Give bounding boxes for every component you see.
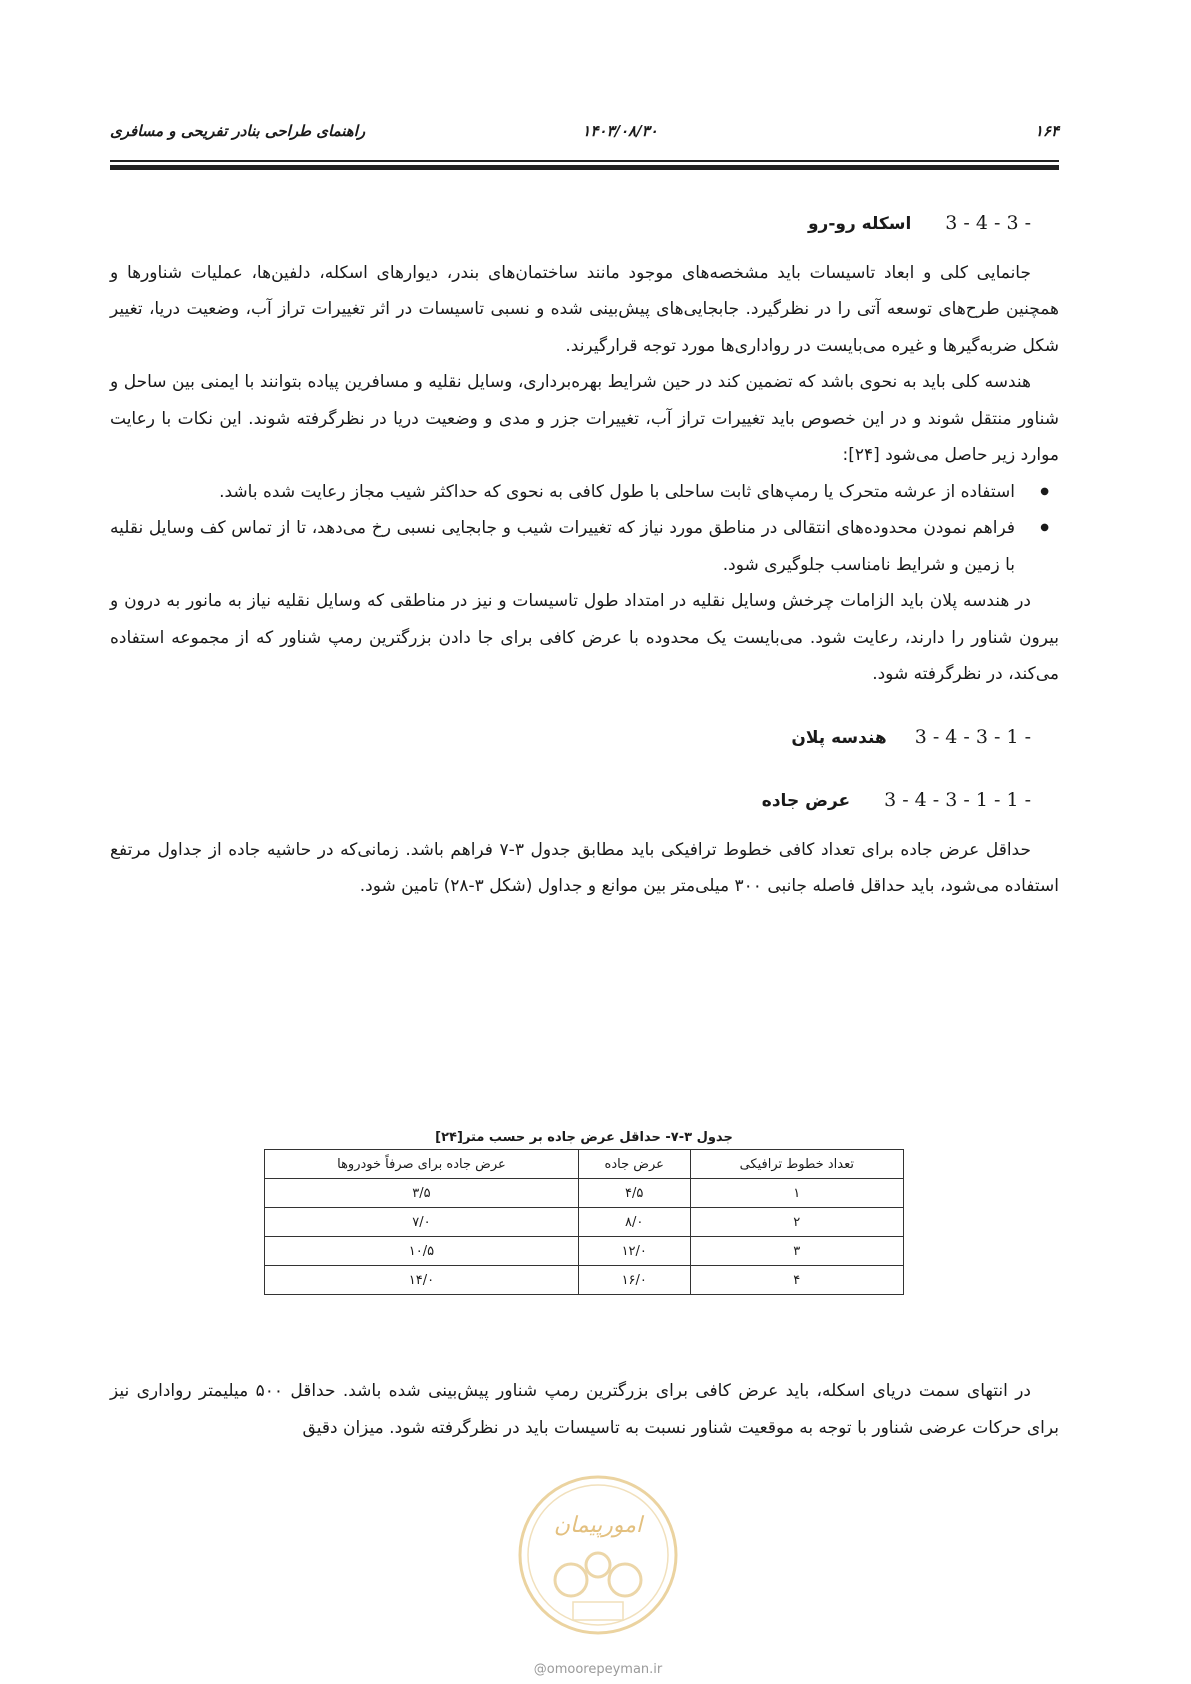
table-header-cell: عرض جاده برای صرفاً خودروها [265,1150,579,1179]
subsection-heading [110,719,1059,757]
header-date: ۱۴۰۳/۰۸/۳۰ [582,122,658,140]
table-cell: ۱۴/۰ [265,1266,579,1295]
subsection-title: هندسه پلان [791,727,887,748]
road-width-table-block [264,1130,904,1295]
table-cell: ۷/۰ [265,1208,579,1237]
header-rule-thin [110,160,1059,162]
table-cell: ۴ [690,1266,903,1295]
table-cell: ۱۰/۵ [265,1237,579,1266]
main-content [110,205,1059,905]
paragraph: حداقل عرض جاده برای تعداد کافی خطوط ترافیکی باید مطابق جدول ۳-۷ فراهم باشد. زمانی‌که در حاشیه جاده از جداول مرتفع استفاده می‌شود، باید حداقل فاصله جانبی ۳۰۰ میلی‌متر بین موانع و جداول (شکل ۳-۲۸) تامین شود. [110,839,1059,896]
watermark-logo [513,1470,683,1640]
table-header-row [265,1150,904,1179]
watermark-logo-text: امورپیمان [553,1513,643,1538]
table-row [265,1266,904,1295]
subsubsection-title: عرض جاده [761,791,851,811]
table-cell: ۲ [690,1208,903,1237]
subsubsection-number: 3 - 4 - 3 - 1 - 1 - [884,789,1031,811]
section-number: 3 - 4 - 3 - [945,212,1031,234]
table-cell: ۴/۵ [578,1179,690,1208]
closing-content [110,1373,1059,1446]
watermark-url: @omoorepeyman.ir [533,1662,663,1677]
book-title: راهنمای طراحی بنادر تفریحی و مسافری [110,122,366,140]
table-header-cell: تعداد خطوط ترافیکی [690,1150,903,1179]
subsection-number: 3 - 4 - 3 - 1 - [914,725,1031,748]
table-row [265,1179,904,1208]
table-cell: ۸/۰ [578,1208,690,1237]
bullet-item: ● فراهم نمودن محدوده‌های انتقالی در مناطق مورد نیاز که تغییرات شیب و جابجایی نسبی رخ می‌دهد، تا از تماس کف وسایل نقلیه با زمین و شرایط نامناسب جلوگیری شود. [110,510,1015,583]
bullet-list [110,474,1059,584]
table-row [265,1237,904,1266]
table-cell: ۳ [690,1237,903,1266]
subsubsection-heading [110,782,1059,820]
paragraph: جانمایی کلی و ابعاد تاسیسات باید مشخصه‌های موجود مانند ساختمان‌های بندر، دیوارهای اسکله، دلفین‌ها، عملیات شناورها و همچنین طرح‌های توسعه آتی را در نظرگیرد. جابجایی‌های پیش‌بینی شده و نسبی تاسیسات در اثر تغییرات تراز آب، وضعیت دریا، تغییر شکل ضربه‌گیرها و غیره می‌بایست در رواداری‌ها مورد توجه قرارگیرند. [110,262,1059,356]
section-title: اسکله رو-رو [807,214,912,234]
header-rule-thick [110,165,1059,170]
paragraph: در هندسه پلان باید الزامات چرخش وسایل نقلیه در امتداد طول تاسیسات و نیز در مناطقی که وسایل نقلیه نیاز به مانور به درون و بیرون شناور را دارند، رعایت شود. می‌بایست یک محدوده با عرض کافی برای جا دادن بزرگترین رمپ شناور که از مجموعه استفاده می‌کند، در نظرگرفته شود. [110,591,1059,684]
table-header-cell: عرض جاده [578,1150,690,1179]
table-cell: ۳/۵ [265,1179,579,1208]
table-cell: ۱۶/۰ [578,1266,690,1295]
page-number: ۱۶۴ [1034,122,1059,140]
road-width-table [264,1149,904,1295]
section-heading [110,205,1059,243]
page-header [110,122,1059,144]
table-cell: ۱۲/۰ [578,1237,690,1266]
bullet-item: ● استفاده از عرشه متحرک یا رمپ‌های ثابت ساحلی با طول کافی به نحوی که حداکثر شیب مجاز رعایت شده باشد. [110,474,1015,511]
paragraph: هندسه کلی باید به نحوی باشد که تضمین کند در حین شرایط بهره‌برداری، وسایل نقلیه و مسافرین پیاده بتوانند با ایمنی بین ساحل و شناور منتقل شوند و در این خصوص باید تغییرات تراز آب، تغییرات جزر و مدی و وضعیت دریا در نظرگرفته شوند. این نکات با رعایت موارد زیر حاصل می‌شود [۲۴]: [110,372,1059,465]
table-row [265,1208,904,1237]
table-caption: جدول ۳-۷- حداقل عرض جاده بر حسب متر[۲۴] [435,1130,733,1145]
table-cell: ۱ [690,1179,903,1208]
paragraph: در انتهای سمت دریای اسکله، باید عرض کافی برای بزرگترین رمپ شناور پیش‌بینی شده باشد. حداقل ۵۰۰ میلیمتر رواداری نیز برای حرکات عرضی شناور با توجه به موقعیت شناور نسبت به تاسیسات باید در نظرگرفته شود. میزان دقیق [110,1381,1059,1438]
